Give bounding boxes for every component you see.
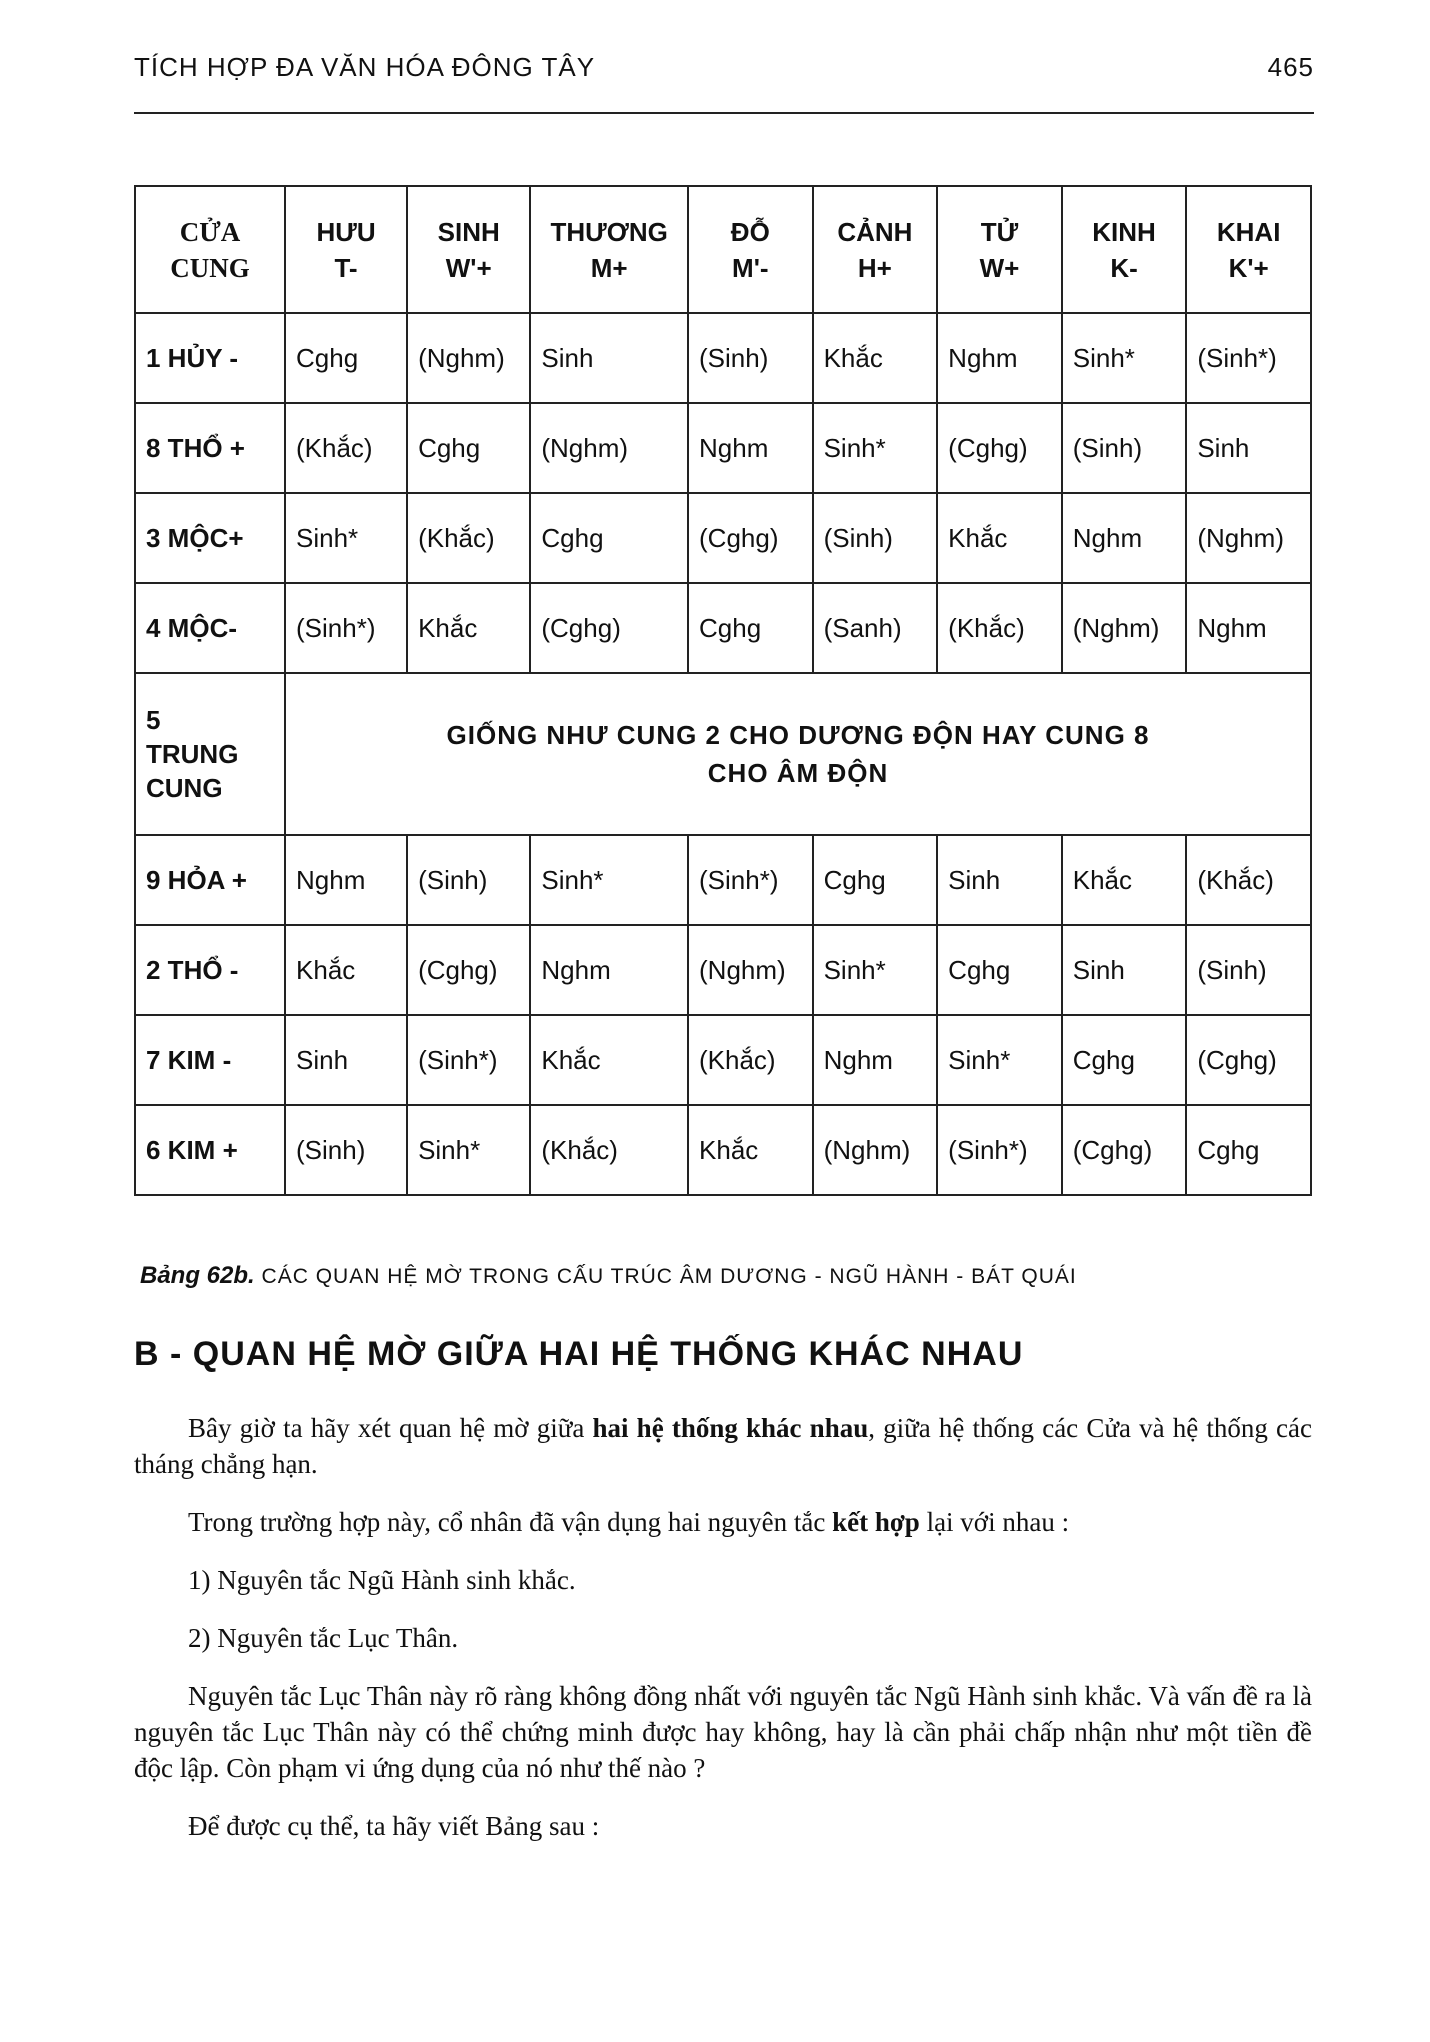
caption-text: CÁC QUAN HỆ MỜ TRONG CẤU TRÚC ÂM DƯƠNG - NGŨ HÀNH - BÁT QUÁI (261, 1265, 1077, 1288)
running-title: TÍCH HỢP ĐA VĂN HÓA ĐÔNG TÂY (134, 52, 596, 82)
table-header-row (135, 186, 1311, 313)
table-cell: (Sinh*) (688, 835, 813, 925)
row-header: 8 THỔ + (135, 403, 285, 493)
row-header: 1 HỦY - (135, 313, 285, 403)
table-cell: (Sinh*) (937, 1105, 1062, 1195)
table-cell: Khắc (285, 925, 407, 1015)
table-cell: (Cghg) (937, 403, 1062, 493)
table-cell: Khắc (1062, 835, 1187, 925)
section-heading: B - QUAN HỆ MỜ GIỮA HAI HỆ THỐNG KHÁC NHAU (134, 1335, 1024, 1373)
caption-label: Bảng 62b. (140, 1262, 255, 1289)
table-cell: (Cghg) (1062, 1105, 1187, 1195)
table-cell: Sinh (937, 835, 1062, 925)
row-header: 9 HỎA + (135, 835, 285, 925)
header-rule (134, 112, 1314, 114)
row-header: 3 MỘC+ (135, 493, 285, 583)
table-cell: (Sinh*) (285, 583, 407, 673)
table-cell: Cghg (530, 493, 688, 583)
table-cell: (Cghg) (530, 583, 688, 673)
table-cell: Sinh (285, 1015, 407, 1105)
table-cell: (Sinh) (1186, 925, 1311, 1015)
table-row (135, 403, 1311, 493)
column-header: CỬA CUNG (135, 186, 285, 313)
table-cell: Khắc (688, 1105, 813, 1195)
row-header: 2 THỔ - (135, 925, 285, 1015)
paragraph: Trong trường hợp này, cổ nhân đã vận dụng hai nguyên tắc kết hợp lại với nhau : (188, 1507, 1070, 1537)
column-header: CẢNH H+ (813, 186, 938, 313)
table-cell: Nghm (1186, 583, 1311, 673)
list-item: 2) Nguyên tắc Lục Thân. (188, 1623, 459, 1653)
table-cell: Khắc (530, 1015, 688, 1105)
page-number: 465 (1267, 52, 1314, 82)
table-cell: Cghg (1062, 1015, 1187, 1105)
table-cell: Cghg (1186, 1105, 1311, 1195)
table-cell: (Khắc) (1186, 835, 1311, 925)
table-cell: (Sinh) (688, 313, 813, 403)
table-cell: (Cghg) (688, 493, 813, 583)
table-cell: Sinh* (813, 403, 938, 493)
column-header: KINH K- (1062, 186, 1187, 313)
table-cell: Nghm (688, 403, 813, 493)
table-cell: (Cghg) (1186, 1015, 1311, 1105)
merged-note-cell: GIỐNG NHƯ CUNG 2 CHO DƯƠNG ĐỘN HAY CUNG 8 CHO ÂM ĐỘN (285, 673, 1311, 835)
column-header: ĐỖ M'- (688, 186, 813, 313)
table-cell: Sinh* (813, 925, 938, 1015)
table-cell: (Sinh*) (1186, 313, 1311, 403)
table-cell: Cghg (285, 313, 407, 403)
table-cell: Khắc (407, 583, 530, 673)
column-header: KHAI K'+ (1186, 186, 1311, 313)
table-cell: (Nghm) (407, 313, 530, 403)
table-cell: Sinh (1062, 925, 1187, 1015)
table-cell: (Sinh) (285, 1105, 407, 1195)
table-cell: Nghm (813, 1015, 938, 1105)
column-header: TỬ W+ (937, 186, 1062, 313)
table-cell: Nghm (1062, 493, 1187, 583)
table-cell: Sinh* (1062, 313, 1187, 403)
row-header: 6 KIM + (135, 1105, 285, 1195)
table-cell: (Sanh) (813, 583, 938, 673)
center-palace-row (135, 673, 1311, 835)
table-cell: Sinh* (407, 1105, 530, 1195)
table-cell: Sinh* (530, 835, 688, 925)
table-cell: (Sinh) (1062, 403, 1187, 493)
paragraph: Nguyên tắc Lục Thân này rõ ràng không đồng nhất với nguyên tắc Ngũ Hành sinh khắc. Và vấn đề ra là nguyên tắc Lục Thân này có thể chứng minh được hay không, hay là cần phải chấp nhận như một tiền đề độc lập. Còn phạm vi ứng dụng của nó như thế nào ? (134, 1681, 1312, 1783)
table-cell: Khắc (937, 493, 1062, 583)
table-cell: (Khắc) (688, 1015, 813, 1105)
paragraph: Để được cụ thể, ta hãy viết Bảng sau : (188, 1811, 600, 1841)
row-header: 5 TRUNG CUNG (135, 673, 285, 835)
table-cell: (Nghm) (1186, 493, 1311, 583)
table-row (135, 1105, 1311, 1195)
table-row (135, 493, 1311, 583)
row-header: 7 KIM - (135, 1015, 285, 1105)
column-header: HƯU T- (285, 186, 407, 313)
gates-relations-table (134, 185, 1312, 1196)
table-cell: Sinh (530, 313, 688, 403)
table-row (135, 835, 1311, 925)
table-row (135, 1015, 1311, 1105)
table-cell: (Sinh*) (407, 1015, 530, 1105)
column-header: THƯƠNG M+ (530, 186, 688, 313)
row-header: 4 MỘC- (135, 583, 285, 673)
table-cell: (Nghm) (688, 925, 813, 1015)
table-cell: Cghg (688, 583, 813, 673)
table-cell: Cghg (407, 403, 530, 493)
table-cell: Khắc (813, 313, 938, 403)
table-cell: (Khắc) (285, 403, 407, 493)
table-cell: Sinh* (285, 493, 407, 583)
table-cell: (Nghm) (813, 1105, 938, 1195)
table-cell: (Sinh) (407, 835, 530, 925)
table-cell: Nghm (285, 835, 407, 925)
table-cell: (Nghm) (1062, 583, 1187, 673)
table-cell: Sinh (1186, 403, 1311, 493)
table-cell: Sinh* (937, 1015, 1062, 1105)
table-cell: (Khắc) (937, 583, 1062, 673)
table-cell: (Cghg) (407, 925, 530, 1015)
table-cell: (Nghm) (530, 403, 688, 493)
paragraph: Bây giờ ta hãy xét quan hệ mờ giữa hai hệ thống khác nhau, giữa hệ thống các Cửa và hệ thống các tháng chẳng hạn. (134, 1413, 1312, 1479)
table-row (135, 925, 1311, 1015)
body-text (134, 1410, 1312, 1866)
table-cell: Nghm (937, 313, 1062, 403)
table-cell: Cghg (813, 835, 938, 925)
table-row (135, 313, 1311, 403)
table-row (135, 583, 1311, 673)
list-item: 1) Nguyên tắc Ngũ Hành sinh khắc. (188, 1565, 576, 1595)
column-header: SINH W'+ (407, 186, 530, 313)
table-caption (140, 1262, 1320, 1290)
table-cell: (Sinh) (813, 493, 938, 583)
table-cell: Nghm (530, 925, 688, 1015)
table-cell: (Khắc) (407, 493, 530, 583)
table-cell: Cghg (937, 925, 1062, 1015)
table-cell: (Khắc) (530, 1105, 688, 1195)
